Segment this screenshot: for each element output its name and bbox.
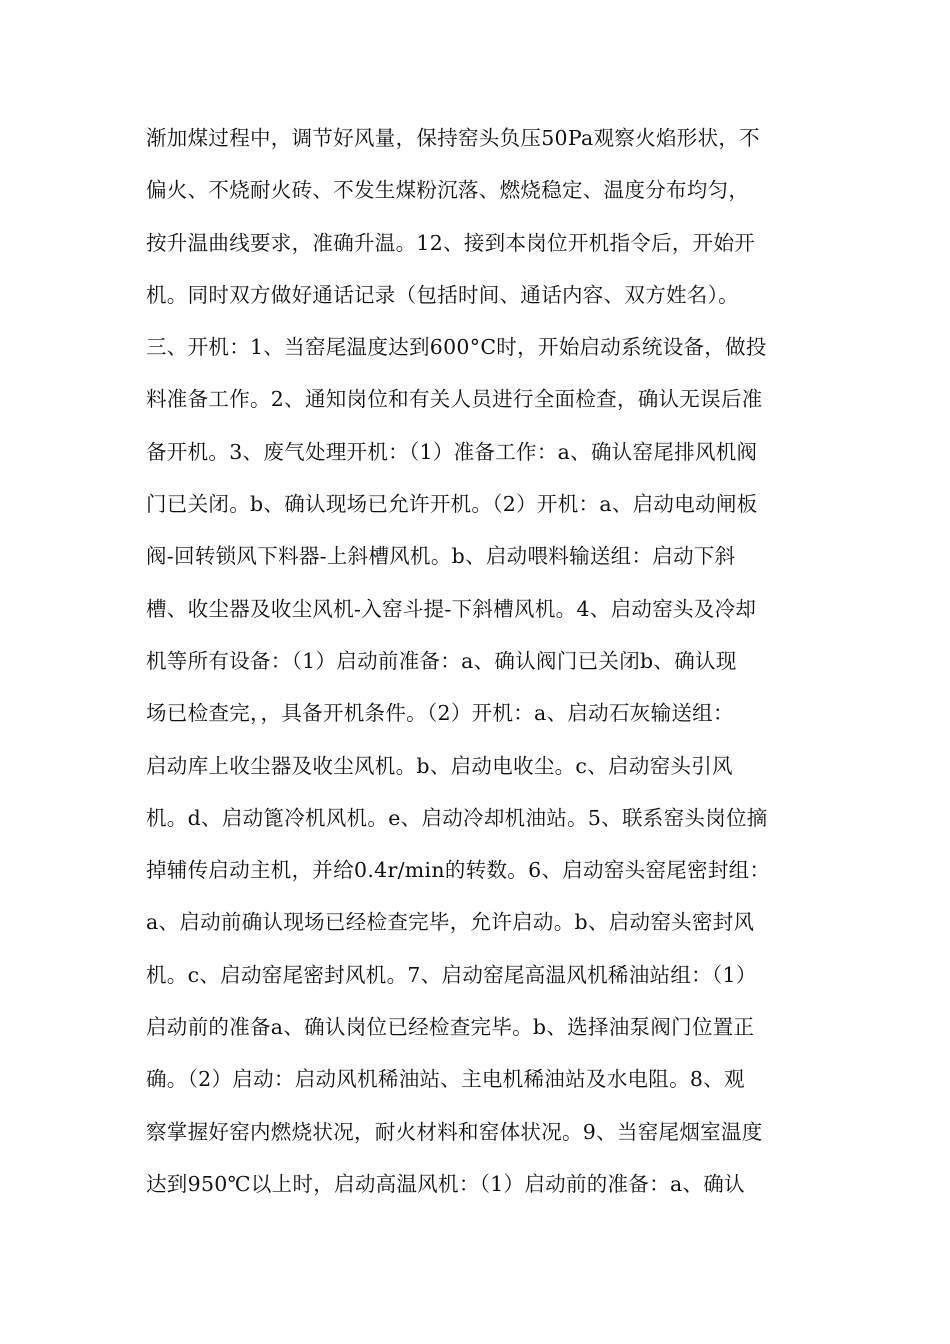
text-line: 机等所有设备：（1）启动前准备：a、确认阀门已关闭b、确认现 [146, 648, 737, 673]
text-line: 场已检查完，，具备开机条件。（2）开机：a、启动石灰输送组： [146, 701, 734, 726]
text-line: 察掌握好窑内燃烧状况，耐火材料和窑体状况。9、当窑尾烟室温度 [146, 1119, 763, 1144]
text-line: 机。c、启动窑尾密封风机。7、启动窑尾高温风机稀油站组：（1） [146, 962, 757, 987]
text-line: 机。d、启动篦冷机风机。e、启动冷却机油站。5、联系窑头岗位摘 [146, 805, 768, 830]
text-line: 达到950℃以上时，启动高温风机：（1）启动前的准备：a、确认 [146, 1171, 745, 1196]
text-line: 门已关闭。b、确认现场已允许开机。（2）开机：a、启动电动闸板 [146, 492, 758, 517]
text-line: 阀-回转锁风下料器-上斜槽风机。b、启动喂料输送组：启动下斜 [146, 544, 736, 569]
text-line: 按升温曲线要求，准确升温。12、接到本岗位开机指令后，开始开 [146, 230, 756, 255]
body-text [146, 116, 806, 1214]
text-line: 偏火、不烧耐火砖、不发生煤粉沉落、燃烧稳定、温度分布均匀， [146, 178, 750, 203]
text-line: 槽、收尘器及收尘风机-入窑斗提-下斜槽风机。4、启动窑头及冷却 [146, 596, 757, 621]
text-line: 三、开机：1、当窑尾温度达到600°C时，开始启动系统设备，做投 [146, 335, 767, 360]
text-line: 掉辅传启动主机，并给0.4r/min的转数。6、启动窑头窑尾密封组： [146, 858, 771, 883]
text-line: 启动前的准备a、确认岗位已经检查完毕。b、选择油泵阀门位置正 [146, 1015, 755, 1040]
text-line: 料准备工作。2、通知岗位和有关人员进行全面检查，确认无误后准 [146, 387, 763, 412]
text-line: a、启动前确认现场已经检查完毕，允许启动。b、启动窑头密封风 [146, 910, 755, 935]
text-line: 渐加煤过程中，调节好风量，保持窑头负压50Pa观察火焰形状，不 [146, 126, 760, 150]
text-line: 备开机。3、废气处理开机：（1）准备工作：a、确认窑尾排风机阀 [146, 439, 758, 464]
text-line: 机。同时双方做好通话记录（包括时间、通话内容、双方姓名）。 [146, 282, 739, 307]
text-line: 确。（2）启动：启动风机稀油站、主电机稀油站及水电阻。8、观 [146, 1067, 745, 1092]
text-line: 启动库上收尘器及收尘风机。b、启动电收尘。c、启动窑头引风 [146, 753, 733, 778]
